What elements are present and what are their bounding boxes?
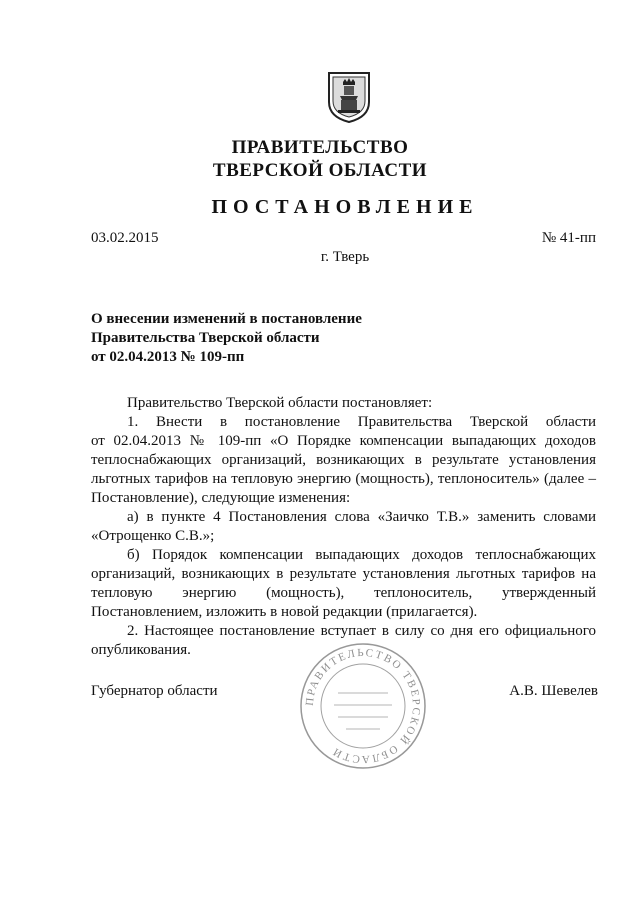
seal-text: ПРАВИТЕЛЬСТВО ТВЕРСКОЙ ОБЛАСТИ bbox=[303, 646, 423, 766]
signatory-name: А.В. Шевелев bbox=[509, 683, 598, 699]
paragraph-2-line: 2. Настоящее постановление вступает в силу со дня его официального bbox=[127, 623, 596, 639]
subject-line: О внесении изменений в постановление bbox=[91, 311, 362, 327]
document-number: № 41-пп bbox=[541, 230, 596, 246]
paragraph-1-line: льготных тарифов на тепловую энергию (мощность), теплоноситель» (далее – bbox=[91, 471, 596, 487]
signatory-title: Губернатор области bbox=[91, 683, 218, 699]
paragraph-1-line: от 02.04.2013 № 109-пп «О Порядке компенсации выпадающих доходов bbox=[91, 433, 596, 449]
subject-line: от 02.04.2013 № 109-пп bbox=[91, 349, 245, 365]
paragraph-1a-line: «Отрощенко С.В.»; bbox=[91, 528, 215, 544]
document-city: г. Тверь bbox=[320, 249, 370, 265]
subject-line: Правительства Тверской области bbox=[91, 330, 320, 346]
svg-text:ПРАВИТЕЛЬСТВО ТВЕРСКОЙ ОБЛАСТИ bbox=[304, 647, 422, 765]
paragraph-1b-line: Постановлением, изложить в новой редакции (прилагается). bbox=[91, 604, 478, 620]
paragraph-1a-line: а) в пункте 4 Постановления слова «Заичко Т.В.» заменить словами bbox=[127, 509, 596, 525]
paragraph-1-line: Постановление), следующие изменения: bbox=[91, 490, 351, 506]
coat-of-arms-icon bbox=[326, 70, 372, 124]
government-title-line1: ПРАВИТЕЛЬСТВО bbox=[231, 137, 409, 158]
paragraph-1-line: теплоснабжающих организаций, возникающих в результате установления bbox=[91, 452, 596, 468]
paragraph-1b-line: организаций, возникающих в результате установления льготных тарифов на bbox=[91, 566, 596, 582]
intro-paragraph: Правительство Тверской области постановляет: bbox=[127, 395, 433, 411]
paragraph-1b-line: тепловую энергию (мощность), теплоноситель, утвержденный bbox=[91, 585, 596, 601]
document-body bbox=[91, 394, 596, 660]
document-type-heading: ПОСТАНОВЛЕНИЕ bbox=[211, 196, 479, 218]
government-title-line2: ТВЕРСКОЙ ОБЛАСТИ bbox=[212, 160, 428, 181]
paragraph-1-line: 1. Внести в постановление Правительства Тверской области bbox=[127, 414, 596, 430]
paragraph-2-line: опубликования. bbox=[91, 642, 191, 658]
official-seal-icon bbox=[298, 641, 428, 771]
document-date: 03.02.2015 bbox=[91, 230, 159, 246]
paragraph-1b-line: б) Порядок компенсации выпадающих доходов теплоснабжающих bbox=[127, 547, 596, 563]
document-subject bbox=[91, 310, 362, 367]
